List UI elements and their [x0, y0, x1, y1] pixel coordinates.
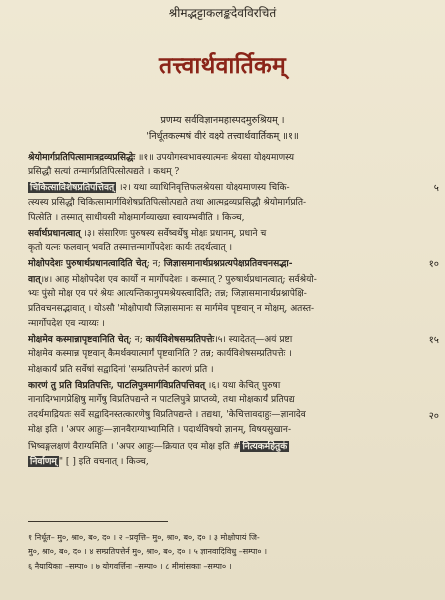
bold-phrase: चिकित्साविशेषप्रतिपत्तिवत् [30, 182, 115, 194]
text-line [28, 317, 430, 332]
text-line [28, 272, 430, 287]
page-header: श्रीमद्भट्टाकलङ्कदेवविरचितं [168, 6, 277, 20]
text-segment: प्रसिद्धौ सत्यां तन्मार्गप्रतिपित्सोत्पद्यते । कथम् ? [28, 167, 180, 178]
bold-phrase: कार्यविशेषसम्प्रतिपत्तेः [145, 334, 215, 346]
text-line [28, 378, 430, 393]
text-segment: भ्यः पुंसो मोक्ष एव परं श्रेयः आत्यन्तिकानुपमश्रेयस्त्वादिति; तन्न; जिज्ञासमानार्थप्रश्नापेक्षि- [28, 288, 307, 299]
text-line [28, 150, 430, 165]
text-line [28, 332, 430, 347]
text-segment: ॥१॥ उपयोगस्वभावस्यात्मनः श्रेयसा योक्ष्यमाणस्य [135, 153, 294, 163]
text-segment: न्मार्गोपदेश एव न्याय्यः । [28, 319, 105, 330]
text-line [28, 393, 430, 408]
bold-phrase: नित्यकर्महेतुकं [242, 440, 288, 452]
text-line [28, 241, 430, 256]
footnote-line: १ निर्धूत– मु०, श्रा०, ब०, द० । २ –प्रवृत्ति– मु०, श्रा०, ब०, द० । ३ मोक्षोपायं जि- [28, 533, 260, 542]
bold-phrase: मोक्षोपदेशः पुरुषार्थप्रधानत्वादिति चेत् [28, 258, 147, 270]
text-segment: " [ ] इति वचनात् । किञ्च, [58, 456, 149, 467]
footnotes [28, 531, 432, 574]
text-segment: ; न; [146, 259, 164, 270]
footnote-line: ६ नैयायिकाः –सम्पा० । ७ योगवर्त्तिनः –सम्पा० । ८ मीमांसकाः –सम्पा० । [28, 561, 232, 571]
text-line [28, 287, 430, 302]
text-line [28, 363, 430, 378]
bold-phrase: वात् [28, 273, 41, 285]
bold-phrase: मोक्षमेव कस्मान्नापृष्टवानिति चेत् [28, 334, 129, 346]
footnote-divider [28, 521, 168, 522]
text-line [28, 439, 430, 454]
text-line [28, 196, 430, 211]
margin-line-number: ५ [433, 183, 439, 195]
text-segment: कृतो यत्नः फलवान् भवति तस्मात्तन्मार्गोपदेशः कार्यः तदर्थत्वात् । [28, 243, 233, 254]
margin-line-number: १० [428, 259, 439, 271]
margin-line-number: १५ [428, 335, 439, 347]
text-segment: ।६। यथा केचित् पुरुषा [205, 380, 281, 391]
text-line [28, 454, 430, 469]
margin-line-number: २० [428, 411, 439, 423]
text-segment: भिष्वङ्गलक्षणं वैराग्यमिति । 'अपर आहुः—क्रियात एव मोक्ष इति # [28, 441, 241, 452]
text-segment: नानादिग्भागप्रेक्षिषु मार्गेषु विप्रतिपद्यन्ते न पाटलिपुत्रे प्राप्तव्ये, तथा मोक्षकार्यं प्रतिपद्य [28, 395, 295, 405]
bold-phrase: जिज्ञासमानार्थप्रश्नप्रत्यपेक्षप्रतिवचनसद्भा- [163, 258, 293, 270]
text-line [28, 165, 430, 180]
text-line [28, 226, 430, 241]
text-line [28, 408, 430, 423]
bold-phrase: सर्वार्थप्रधानत्वात् [28, 227, 81, 239]
text-line [28, 256, 430, 271]
footnote-line: मु०, श्रा०, ब०, द० । ४ सम्प्रतिपत्तेर्न मु०, श्रा०, ब०, द० । ५ ज्ञानवादिविधु –सम्पा० । [28, 547, 268, 557]
text-segment: ।४। आह मोक्षोपदेश एव कार्यो न मार्गोपदेशः । कस्मात् ? पुरुषार्थप्रधानत्वात्; सर्वश्रेयो- [40, 274, 317, 285]
document-title: तत्त्वार्थवार्तिकम् [158, 52, 287, 79]
text-segment: ।२। यथा व्याधिनिवृत्तिफलश्रेयसा योक्ष्यमाणस्य चिकि- [116, 183, 290, 194]
text-segment: प्रतिवचनसद्भावात् । योऽसौ 'मोक्षोपायौ जिज्ञासमानः स मार्गमेव पृष्टवान् न मोक्षम्, अतस्त- [28, 303, 315, 314]
text-segment: ।३। संसारिणः पुरुषस्य सर्वेष्वर्थेषु मोक्षः प्रधानम्, प्रधाने च [80, 228, 267, 239]
bold-phrase: निर्वाणम् [30, 455, 57, 467]
verse-line-2: 'निर्धूतकल्मषं वीरं वक्ष्ये तत्त्वार्थवार्तिकम् ॥१॥ [146, 131, 299, 142]
text-segment: पित्सेति । तस्मात् साधीयसी मोक्षमार्गव्याख्या स्वायम्भवीति । किञ्च, [28, 212, 245, 223]
text-line [28, 302, 430, 317]
text-line [28, 423, 430, 438]
text-line [28, 180, 430, 195]
text-segment: ; न; [128, 335, 146, 346]
bold-phrase: श्रेयोमार्गप्रतिपित्सामात्रद्रव्यप्रसिद्धेः [28, 152, 136, 163]
main-text [28, 150, 430, 469]
text-segment: तदर्थमाद्रियतः सर्वे सद्वादिनस्तत्कारणेषु विप्रतिपद्यन्ते । तद्यथा, 'केचित्तावदाहुः—ज्ञानादेव [28, 410, 306, 421]
text-segment: ।५। स्यादेतत्—अयं प्रष्टा [214, 335, 293, 346]
text-segment: त्स्यस्य प्रसिद्धौ चिकित्सामार्गविशेषप्रतिपित्सोत्पद्यते तथा आत्मद्रव्यप्रसिद्धौ श्रेयोमार्गप्रति- [28, 197, 307, 208]
text-segment: मोक्षकार्यं प्रति सर्वेषां सद्वादिनां 'सम्प्रतिपत्तेर्न कारणं प्रति । [28, 364, 214, 375]
bold-phrase: कारणं तु प्रति विप्रतिपत्तिः, पाटलिपुत्रमार्गविप्रतिपत्तिवत् [28, 379, 206, 391]
text-segment: मोक्ष इति । 'अपर आहुः—ज्ञानवैराग्याभ्यामिति । पदार्थविषयो ज्ञानम्, विषयसुखान- [28, 425, 292, 436]
text-line [28, 347, 430, 362]
text-segment: मोक्षमेव कस्मान्न पृष्टवान् कैमर्थक्यात्मार्गं पृष्टवानिति ? तन्न; कार्यविशेषसम्प्रतिपत्तेः । [28, 349, 292, 360]
verse-line-1: प्रणम्य सर्वविज्ञानमहास्पदमुरुश्रियम् । [160, 115, 285, 126]
text-line [28, 211, 430, 226]
